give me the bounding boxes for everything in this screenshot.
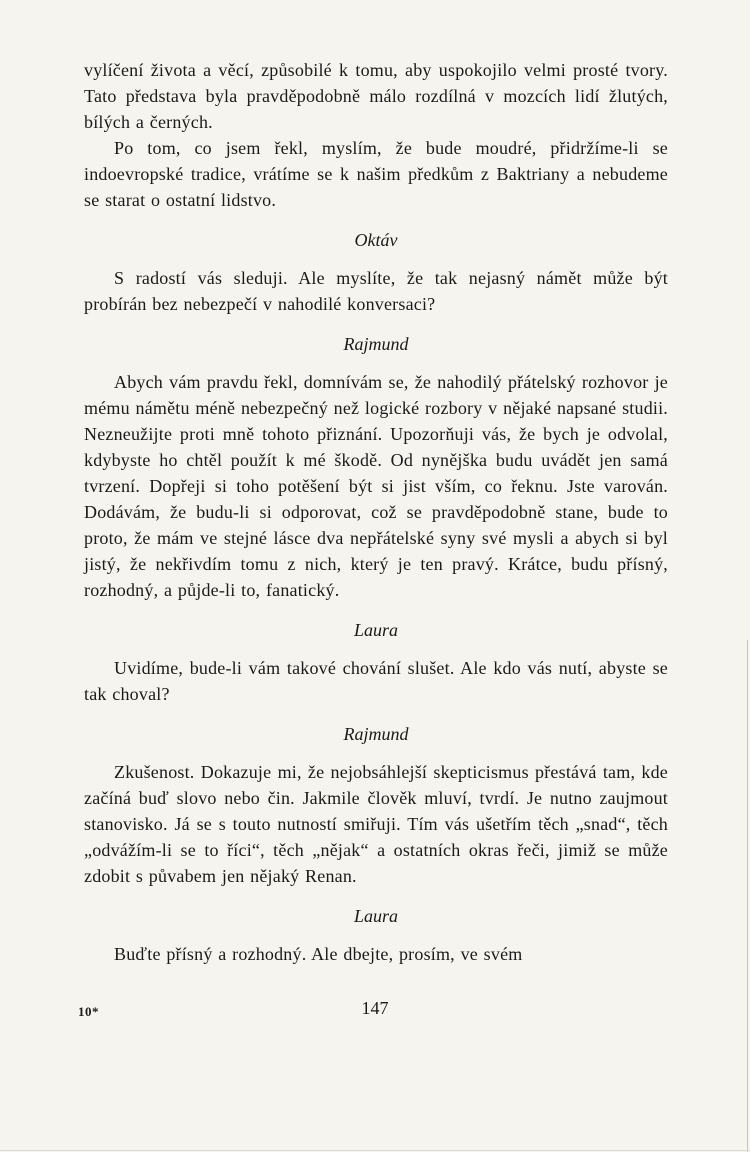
- speaker-heading: Rajmund: [343, 334, 409, 354]
- body-text-paragraph: Abych vám pravdu řekl, domnívám se, že nahodilý přátelský rozhovor je mému námětu méně nebezpečný než logické rozbory v nějaké napsané studii. Nezneužijte proti mně tohoto přiznání. Upozorňuji vás, že bych je odvolal, kdybyste ho chtěl použít k mé škodě. Od nynějška budu uvádět jen samá tvrzení. Dopřeji si toho potěšení být si jist vším, co řeknu. Jste varován. Dodávám, že budu-li si odporovat, což se pravděpodobně stane, bude to proto, že mám ve stejné lásce dva nepřátelské syny své mysli a abych si byl jistý, že nekřivdím tomu z nich, který je ten pravý. Krátce, budu přísný, rozhodný, a půjde-li to, fanatický.: [84, 372, 668, 600]
- speaker-heading: Rajmund: [343, 724, 409, 744]
- body-text-paragraph: Zkušenost. Dokazuje mi, že nejobsáhlejší skepticismus přestává tam, kde začíná buď slovo nebo čin. Jakmile člověk mluví, tvrdí. Je nutno zaujmout stanovisko. Já se s touto nutností smiřuji. Tím vás ušetřím těch „snad“, těch „odvážím-li se to říci“, těch „nějak“ a ostatních okras řeči, jimiž se může zdobit s půvabem jen nějaký Renan.: [84, 762, 668, 886]
- body-text-paragraph: Buďte přísný a rozhodný. Ale dbejte, prosím, ve svém: [114, 944, 523, 964]
- body-text-paragraph: Uvidíme, bude-li vám takové chování slušet. Ale kdo vás nutí, abyste se tak choval?: [84, 658, 668, 704]
- speaker-heading: Laura: [353, 620, 398, 640]
- signature-mark: 10*: [78, 1004, 99, 1019]
- body-text-paragraph: Po tom, co jsem řekl, myslím, že bude moudré, přidržíme-li se indoevropské tradice, vrátíme se k našim předkům z Baktriany a nebudeme se starat o ostatní lidstvo.: [84, 138, 668, 210]
- body-text-paragraph: vylíčení života a věcí, způsobilé k tomu, aby uspokojilo velmi prosté tvory. Tato představa byla pravděpodobně málo rozdílná v mozcích lidí žlutých, bílých a černých.: [84, 60, 668, 132]
- body-text-paragraph: S radostí vás sleduji. Ale myslíte, že tak nejasný námět může být probírán bez nebezpečí v nahodilé konversaci?: [84, 268, 668, 314]
- page-number: 147: [361, 998, 389, 1018]
- scan-edge-artifact-bottom: [0, 1150, 750, 1151]
- scan-edge-artifact: [747, 640, 748, 1152]
- book-page-text-block: [84, 57, 668, 967]
- page-footer: [0, 998, 750, 1028]
- speaker-heading: Laura: [353, 906, 398, 926]
- speaker-heading: Oktáv: [354, 230, 398, 250]
